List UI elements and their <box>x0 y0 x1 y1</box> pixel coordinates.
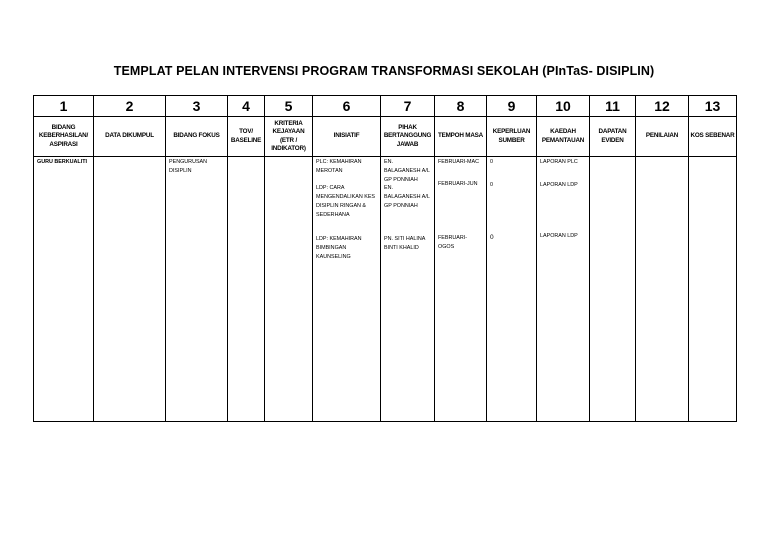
column-number-row <box>34 96 737 117</box>
column-number: 1 <box>34 96 94 117</box>
keperluan-item: 0 <box>490 234 494 241</box>
table-cell <box>34 157 94 422</box>
table-row <box>34 157 737 422</box>
tempoh-item: FEBRUARI-OGOS <box>438 235 468 250</box>
table-cell <box>265 157 313 422</box>
table-cell <box>381 157 435 422</box>
table-cell <box>487 157 537 422</box>
column-header: TEMPOH MASA <box>435 117 487 157</box>
inisiatif-item: LDP: CARA MENGENDALIKAN KES DISIPLIN RINGAN & SEDERHANA <box>316 185 376 218</box>
column-header: INISIATIF <box>313 117 381 157</box>
keperluan-item: 0 <box>490 159 493 165</box>
table-cell <box>689 157 737 422</box>
column-header: DATA DIKUMPUL <box>94 117 166 157</box>
column-number: 4 <box>228 96 265 117</box>
column-number: 2 <box>94 96 166 117</box>
table-cell <box>228 157 265 422</box>
column-header: KRITERIA KEJAYAAN (ETR / INDIKATOR) <box>265 117 313 157</box>
kaedah-item: LAPORAN LDP <box>540 233 578 239</box>
bidang-fokus-value: PENGURUSAN DISIPLIN <box>169 159 208 174</box>
column-number: 7 <box>381 96 435 117</box>
column-header: KOS SEBENAR <box>689 117 737 157</box>
pihak-item: EN. BALAGANESH A/L GP PONNIAH <box>384 185 430 209</box>
column-number: 5 <box>265 96 313 117</box>
column-header: BIDANG FOKUS <box>166 117 228 157</box>
table-cell <box>590 157 636 422</box>
pihak-item: PN. SITI HALINA BINTI KHALID <box>384 236 426 251</box>
column-header: KAEDAH PEMANTAUAN <box>537 117 590 157</box>
inisiatif-item: PLC: KEMAHIRAN MEROTAN <box>316 159 362 174</box>
page-title: TEMPLAT PELAN INTERVENSI PROGRAM TRANSFORMASI SEKOLAH (PInTaS- DISIPLIN) <box>113 64 655 78</box>
pihak-item: EN. BALAGANESH A/L GP PONNIAH <box>384 159 430 183</box>
bidang-keberhasilan-value: GURU BERKUALITI <box>37 159 88 165</box>
column-header: PIHAK BERTANGGUNG JAWAB <box>381 117 435 157</box>
column-number: 12 <box>636 96 689 117</box>
column-number: 9 <box>487 96 537 117</box>
column-header: DAPATAN EVIDEN <box>590 117 636 157</box>
tempoh-item: FEBRUARI-MAC <box>438 159 480 165</box>
table-cell <box>537 157 590 422</box>
table-cell <box>313 157 381 422</box>
column-header: BIDANG KEBERHASILAN/ ASPIRASI <box>34 117 94 157</box>
column-number: 6 <box>313 96 381 117</box>
table-cell <box>166 157 228 422</box>
column-number: 3 <box>166 96 228 117</box>
column-number: 10 <box>537 96 590 117</box>
column-header-row <box>34 117 737 157</box>
column-number: 13 <box>689 96 737 117</box>
intervention-plan-table <box>33 95 737 422</box>
column-number: 8 <box>435 96 487 117</box>
column-header: TOV/ BASELINE <box>228 117 265 157</box>
kaedah-item: LAPORAN LDP <box>540 182 578 188</box>
column-header: PENILAIAN <box>636 117 689 157</box>
table-cell <box>94 157 166 422</box>
column-header: KEPERLUAN SUMBER <box>487 117 537 157</box>
kaedah-item: LAPORAN PLC <box>540 159 578 165</box>
table-cell <box>435 157 487 422</box>
table-cell <box>636 157 689 422</box>
tempoh-item: FEBRUARI-JUN <box>438 181 478 187</box>
keperluan-item: 0 <box>490 182 493 188</box>
inisiatif-item: LDP: KEMAHIRAN BIMBINGAN KAUNSELING <box>316 236 362 260</box>
column-number: 11 <box>590 96 636 117</box>
